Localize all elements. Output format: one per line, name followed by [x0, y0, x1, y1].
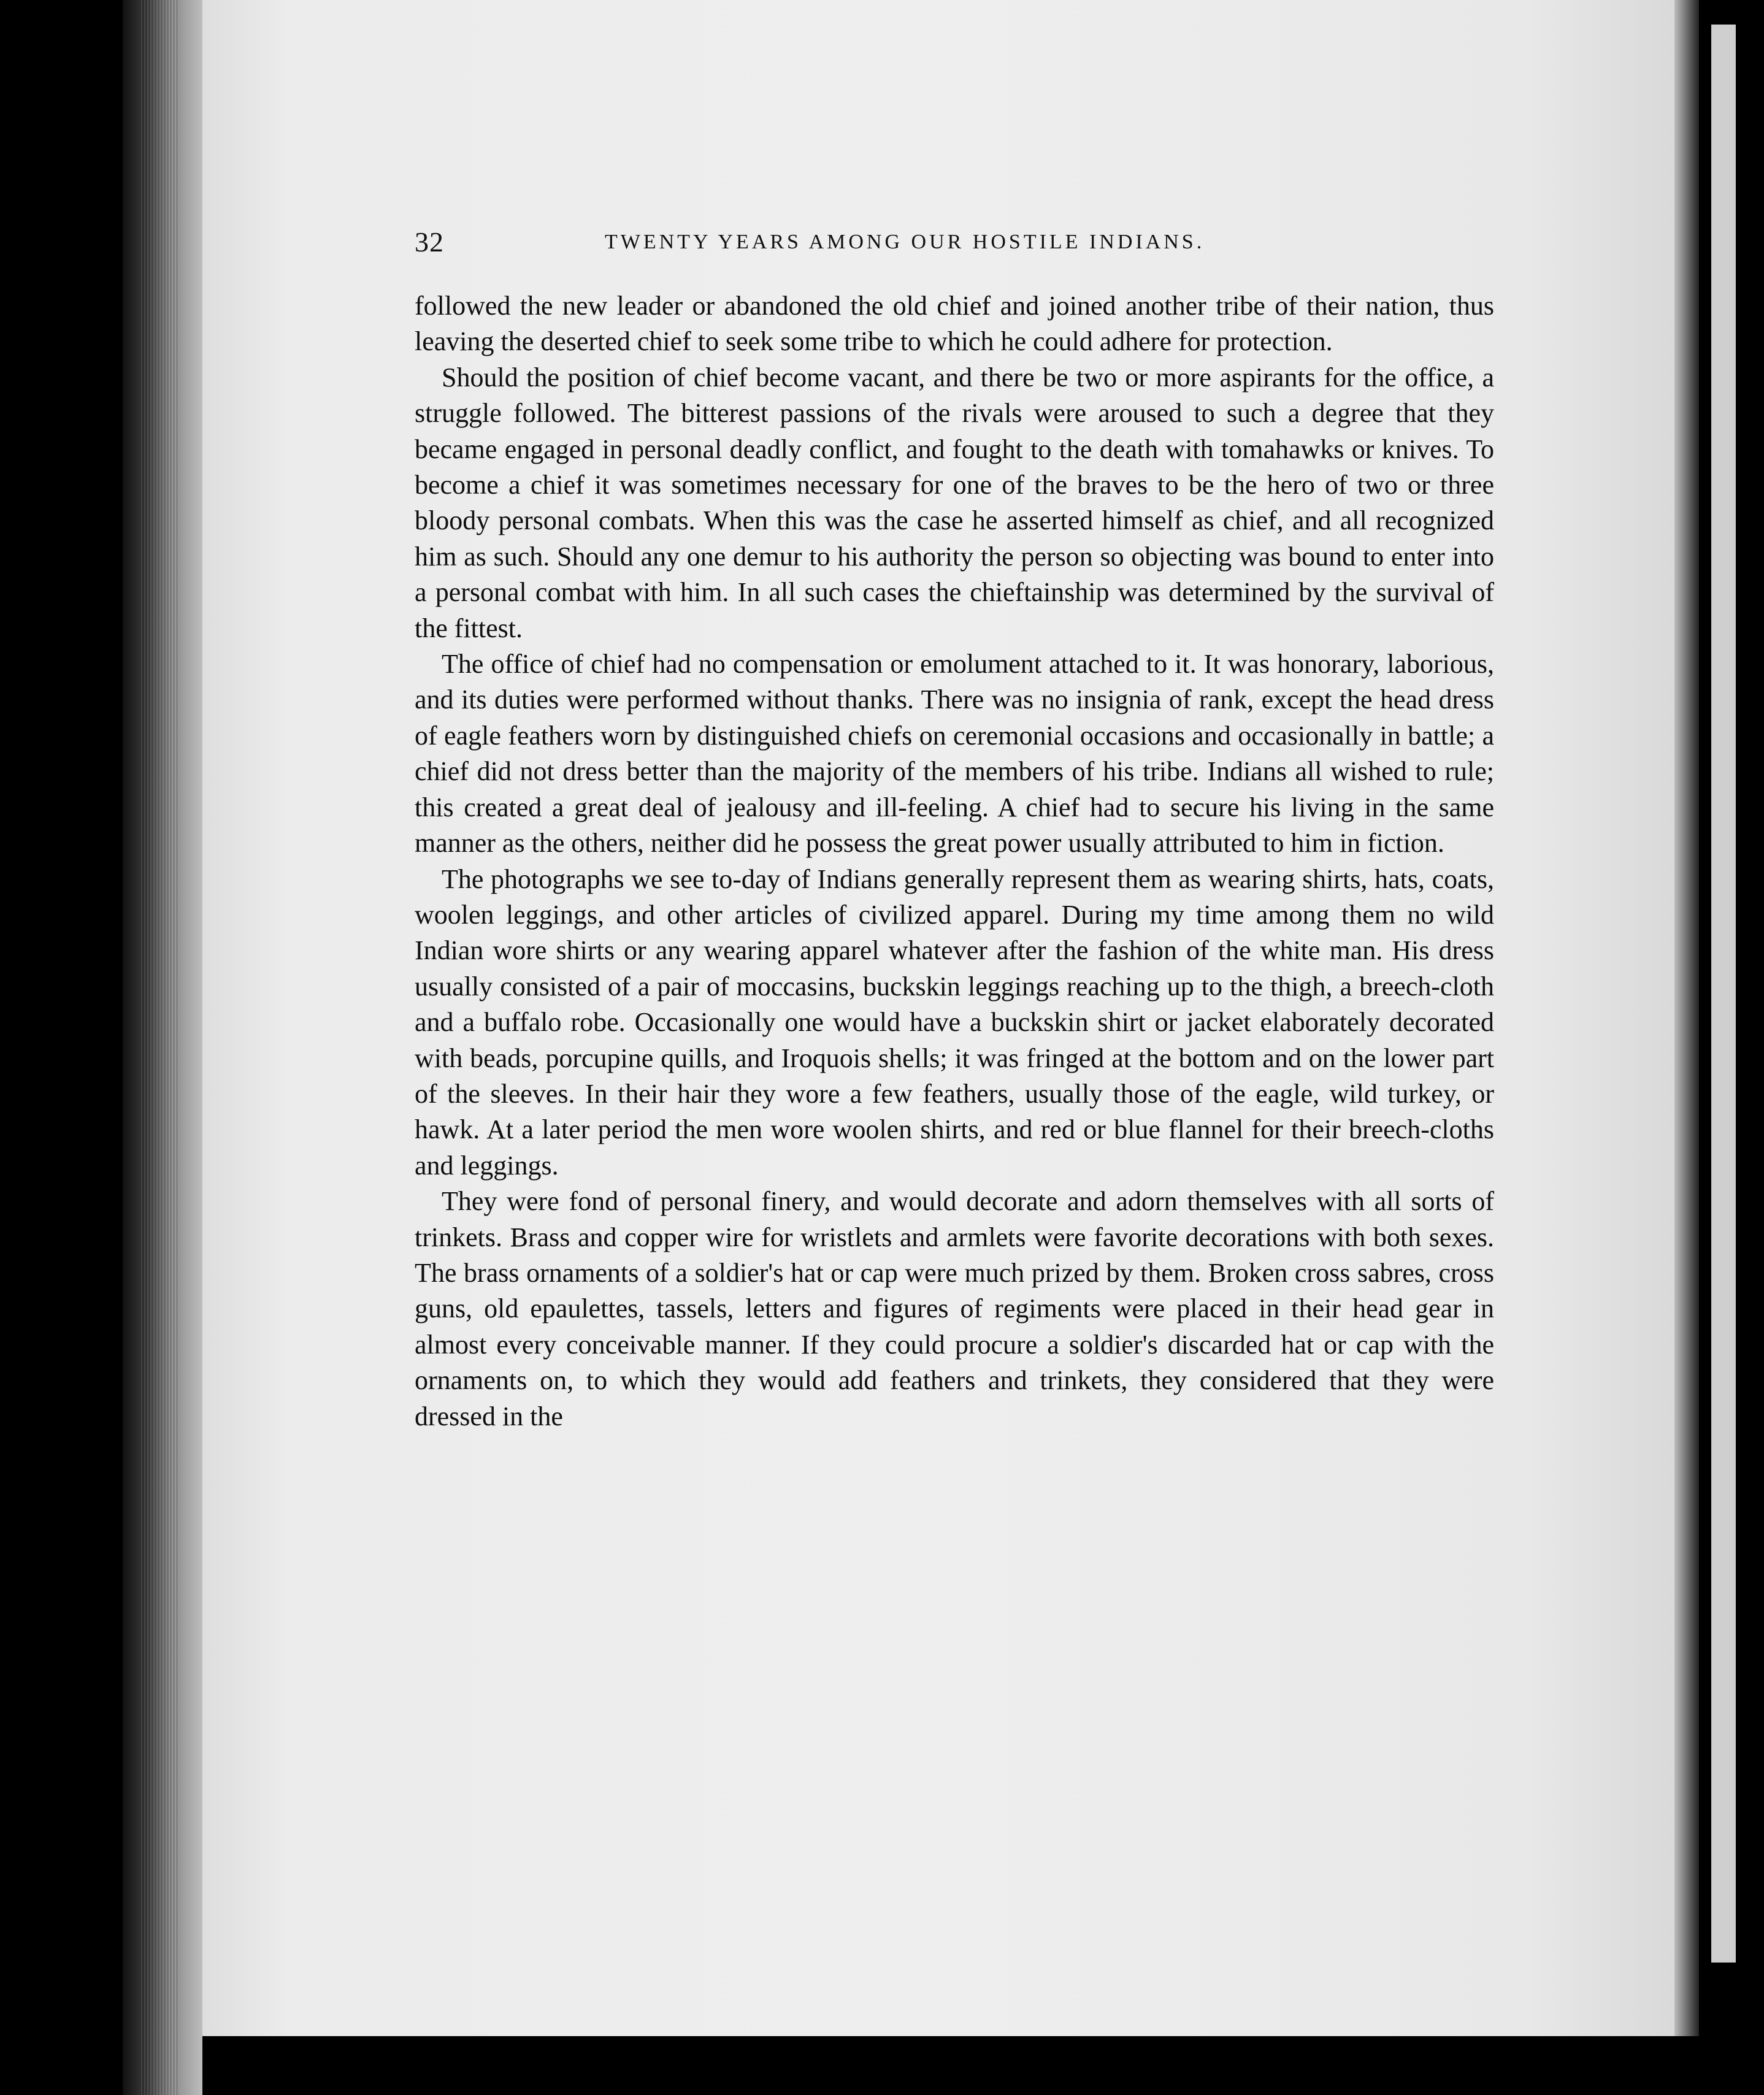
page-header	[415, 226, 1494, 262]
scan-bottom-border	[202, 2036, 1674, 2095]
running-title: TWENTY YEARS AMONG OUR HOSTILE INDIANS.	[605, 231, 1205, 253]
book-spine-edge	[123, 0, 202, 2095]
paragraph-4: The photographs we see to-day of Indians generally represent them as wearing shirts, hats, coats, woolen leggings, and other articles of civilized apparel. During my time among them no wild Indian wore shirts or any wearing apparel whatever after the fashion of the white man. His dress usually consisted of a pair of moccasins, buckskin leggings reaching up to the thigh, a breech-cloth and a buffalo robe. Occasionally one would have a buckskin shirt or jacket elaborately decorated with beads, porcupine quills, and Iroquois shells; it was fringed at the bottom and on the lower part of the sleeves. In their hair they wore a few feathers, usually those of the eagle, wild turkey, or hawk. At a later period the men wore woolen shirts, and red or blue flannel for their breech-cloths and leggings.	[415, 864, 1494, 1181]
paragraph-1: followed the new leader or abandoned the old chief and joined another tribe of their nation, thus leaving the deserted chief to seek some tribe to which he could adhere for protection.	[415, 291, 1494, 357]
paragraph-5: They were fond of personal finery, and would decorate and adorn themselves with all sorts of trinkets. Brass and copper wire for wristlets and armlets were favorite decorations with both sexes. The brass ornaments of a soldier's hat or cap were much prized by them. Broken cross sabres, cross guns, old epaulettes, tassels, letters and figures of regiments were placed in their head gear in almost every conceivable manner. If they could procure a soldier's discarded hat or cap with the ornaments on, to which they would add feathers and trinkets, they considered that they were dressed in the	[415, 1186, 1494, 1431]
body-text	[415, 288, 1494, 1434]
paragraph-3: The office of chief had no compensation or emolument attached to it. It was honorary, laborious, and its duties were performed without thanks. There was no insignia of rank, except the head dress of eagle feathers worn by distinguished chiefs on ceremonial occasions and occasionally in battle; a chief did not dress better than the majority of the members of his tribe. Indians all wished to rule; this created a great deal of jealousy and ill-feeling. A chief had to secure his living in the same manner as the others, neither did he possess the great power usually attributed to him in fiction.	[415, 649, 1494, 859]
paragraph-2: Should the position of chief become vacant, and there be two or more aspirants for the office, a struggle followed. The bitterest passions of the rivals were aroused to such a degree that they became engaged in personal deadly conflict, and fought to the death with tomahawks or knives. To become a chief it was sometimes necessary for one of the braves to be the hero of two or three bloody personal combats. When this was the case he asserted himself as chief, and all recognized him as such. Should any one demur to his authority the person so objecting was bound to enter into a personal combat with him. In all such cases the chieftainship was determined by the survival of the fittest.	[415, 362, 1494, 643]
page-number: 32	[415, 226, 444, 258]
page-right-shadow	[1674, 0, 1699, 2036]
adjacent-page-edge	[1711, 25, 1736, 1963]
